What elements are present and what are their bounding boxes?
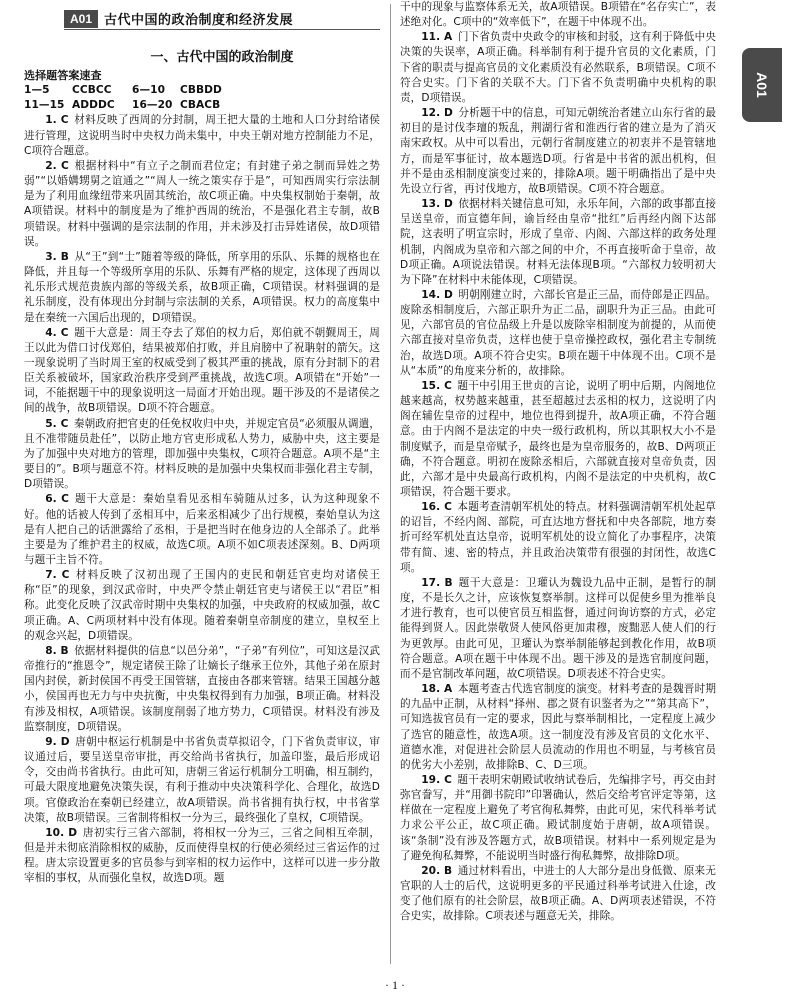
answer-explanation [400,500,716,576]
question-number-answer: 8. B [45,644,69,657]
answer-key-row [24,98,380,113]
explanation-text: 秦朝政府把官吏的任免权收归中央，并规定官员“必须服从调遣，且不准带随员赴任”，以防止地方官吏形成私人势力，威胁中央，这主要是为了加强中央对地方的管理，即加强中央集权，C项符合题意。A项不是“主要目的”。B项与题意不符。材料反映的是加强中央集权而非强化君主专制，D项错误。 [24,417,380,491]
answer-explanation [400,379,716,500]
question-number-answer: 17. B [421,576,453,589]
explanation-text: 唐初实行三省六部制，将相权一分为三，三省之间相互牵制，但是并未彻底消除相权的威胁，反而使得皇权的行使必须经过三省运作的过程。唐太宗设置更多的官员参与到宰相的权力运作中，这样可以进一步分散宰相的事权，从而强化皇权，故选D项。题 [24,826,380,885]
explanation-text: 本题考查古代选官制度的演变。材料考查的是魏晋时期的九品中正制，从材料“择州、郡之贤有识鉴者为之”“第其高下”，可知选拔官员有一定的要求，因此与察举制相比，一定程度上减少了选官的随意性，故选A项。这一制度没有涉及官员的文化水平、道德水准，对促进社会阶层人员流动的作用也不明显，与考核官员的优劣大小差别，故排除B、C、D三项。 [400,683,717,771]
answer-explanation [24,159,380,250]
explanation-text: 依据材料关键信息可知，永乐年间，六部的政事都直接呈送皇帝，而宣德年间，谕旨经由皇帝“批红”后再经内阁下达部院，这表明了明宣宗时，形成了皇帝、内阁、六部这样的政务处理机制，内阁成为皇帝和六部之间的中介，不再直接听命于皇帝，故D项正确。A项说法错误。材料无法体现B项。“六部权力较明初大为下降”在材料中未能体现，C项错误。 [400,198,716,286]
question-number-answer: 7. C [45,569,70,582]
explanation-text: 干中的现象与监察体系无关，故A项错误。B项错在“名存实亡”，表述绝对化。C项中的“效率低下”，在题干中体现不出。 [400,1,716,29]
answer-explanation [400,197,716,288]
question-number-answer: 2. C [45,159,69,172]
answer-explanation [24,326,380,417]
answer-explanation [24,492,380,568]
section-title: 一、古代中国的政治制度 [150,50,294,65]
side-tab [742,48,782,122]
answer-key-row [24,83,380,98]
answer-explanation [24,826,380,887]
explanation-text: 题干大意是：周王夺去了郑伯的权力后，郑伯就不朝觐周王，周王以此为借口讨伐郑伯，结果被郑伯打败，并且肩膀中了祝聃射的箭矢。这一现象说明了当时周王室的权威受到了极其严重的挑战，原有分封制下的君臣关系被破坏，国家政治秩序受到严重挑战，故选C项。A项错在“开始”一词，不能据题干中的现象说明这一局面才开始出现。题干涉及的不是诸侯之间的战争，故B项错误。D项不符合题意。 [24,326,380,415]
question-number-answer: 5. C [45,417,69,430]
unit-title: 古代中国的政治制度和经济发展 [104,13,294,28]
question-number-answer: 14. D [421,288,453,301]
explanation-text: 唐朝中枢运行机制是中书省负责草拟诏令，门下省负责审议，审议通过后，要呈送皇帝审批，再交给尚书省执行，加盖印鉴，最后形成诏令，交由尚书省执行。由此可知，唐朝三省运行机制分工明确，相互制约，可最大限度地避免决策失误，有利于推动中央决策科学化、合理化，故选D项。官僚政治在秦朝已经建立，故A项错误。尚书省拥有执行权，中书省掌决策，故B项错误。三省制将相权一分为三，最终强化了皇权，C项错误。 [24,735,380,824]
answer-letters: CBACB [180,99,221,112]
question-number-answer: 11. A [421,31,453,44]
answer-explanation [400,0,716,30]
answer-explanation [400,30,716,106]
answer-explanation [24,644,380,735]
question-number-answer: 3. B [45,250,69,263]
question-number-answer: 4. C [45,326,69,339]
explanation-text: 题干表明宋朝殿试收纳试卷后，先编排字号，再交由封弥官誊写，并“用御书院印”印署确认，然后交给考官评定等第，这样做在一定程度上避免了考官徇私舞弊，由此可见，宋代科举考试力求公平公正，故C项正确。殿试制度始于唐朝，故A项错误。该“条制”没有涉及答题方式，故B项错误。材料中一系列规定是为了避免徇私舞弊，不能说明当时盛行徇私舞弊，故排除D项。 [400,773,716,862]
explanation-text: 材料反映了西周的分封制，周王把大量的土地和人口分封给诸侯进行管理，这说明当时中央权力尚未集中，中央王朝对地方控制能力不足，C项符合题意。 [24,114,380,157]
answer-explanation [400,576,716,682]
question-number-answer: 15. C [421,379,452,392]
answer-explanation [400,106,716,197]
question-number-answer: 20. B [421,864,453,877]
explanation-text: 明朝刚建立时，六部长官是正三品，而侍郎是正四品。废除丞相制度后，六部正职升为正二品，副职升为正三品。由此可见，六部官员的官位品级上升是以废除宰相制度为前提的，从而使六部直接对皇帝负责，这样也使于皇帝操控政权，强化君主专制统治，故选D项。A项不符合史实。B项在题干中体现不出。C项不是从“本质”的角度来分析的，故排除。 [400,288,716,377]
question-number-answer: 9. D [45,735,70,748]
answer-key-title: 选择题答案速查 [24,69,102,82]
question-number-answer: 16. C [421,501,452,514]
explanation-text: 根据材料中“有立子之制而君位定；有封建子弟之制而异姓之势弱”“以婚媾甥舅之谊通之”“周人一统之策实存于是”，可知西周实行宗法制是为了利用血缘纽带来巩固其统治，故C项正确。中央集权制始于秦朝，故A项错误。材料中的制度是为了维护西周的统治，不是强化君主专制，故B项错误。材料中强调的是宗法制的作用，并未涉及打击异姓诸侯，故D项错误。 [24,159,380,248]
answer-range: 1—5 [24,84,50,97]
left-column [24,68,380,886]
right-column [400,0,716,925]
explanation-text: 题干大意是：秦始皇看见丞相车骑随从过多，认为这种现象不好。他的话被人传到了丞相耳中，后来丞相减少了出行规模，秦始皇认为这是有人把自己的话泄露给了丞相，于是把当时在他身边的人全部杀了。此举主要是为了维护君主的权威，故选C项。A项不如C项表述深刻。B、D两项与题干主旨不符。 [24,493,380,566]
explanation-text: 通过材料看出，中进士的人大部分是出身低微、原来无官职的人士的后代，这说明更多的平民通过科举考试进入仕途，改变了他们原有的社会阶层，故B项正确。A、D两项表述错误，不符合史实，故排除。C项表述与题意无关，排除。 [400,864,716,923]
question-number-answer: 1. C [45,114,69,127]
column-divider [390,4,391,964]
explanation-text: 分析题干中的信息，可知元朝统治者建立山东行省的最初目的是讨伐李璮的叛乱，荆湖行省和淮西行省的建立是为了消灭南宋政权。从中可以看出，元朝行省制度建立的初衷并不是管辖地方，而是军事征讨，故本题选D项。行省是中书省的派出机构，但并不是由丞相制度演变过来的，排除A项。题干明确指出了是中央先设立行省，再讨伐地方，故B项错误。C项不符合题意。 [400,107,716,195]
question-number-answer: 18. A [421,683,453,696]
question-number-answer: 13. D [421,198,453,211]
left-answer-list [24,113,380,886]
explanation-text: 题干中引用王世贞的言论，说明了明中后期，内阁地位越来越高，权势越来越重，甚至超越过去丞相的权力，这说明了内阁在辅佐皇帝的过程中，地位也得到提升，故A项正确，不符合题意。由于内阁不是法定的中央一级行政机构，所以其职权大小不是制度赋予，而是皇帝赋予，最终也是为皇帝服务的，故B、D两项正确，不符合题意。明初在废除丞相后，六部就直接对皇帝负责，因此，六部才是中央最高行政机构，内阁不是法定的中央机构，故C项错误，符合题干要求。 [400,379,716,498]
explanation-text: 本题考查清朝军机处的特点。材料强调清朝军机处起草的诏旨，不经内阁、部院，可直达地方督抚和中央各部院，地方奏折可经军机处直达皇帝，说明军机处的设立简化了办事程序，决策带有简、速、密的特点，并且政治决策带有很强的封闭性，故选C项。 [400,501,716,574]
answer-explanation [24,113,380,158]
page-number: · 1 · [385,978,405,992]
answer-letters: CBBDD [180,84,222,97]
question-number-answer: 10. D [45,826,78,839]
answer-explanation [24,417,380,493]
explanation-text: 依据材料提供的信息“以邑分弟”，“子弟”有列位”，可知这是汉武帝推行的“推恩令”，规定诸侯王除了让嫡长子继承王位外，其他子弟在原封国内封侯，新封侯国不再受王国管辖，直接由各郡来管辖。结果王国越分越小，侯国再也无力与中央抗衡，中央集权得到有力加强，B项正确。材料没有涉及相权，A项错误。该制度削弱了地方势力，C项错误。材料没有涉及监察制度，D项错误。 [24,644,380,733]
answer-explanation [400,288,716,379]
answer-explanation [400,773,716,864]
right-answer-list [400,0,716,925]
answer-explanation [400,864,716,925]
question-number-answer: 19. C [421,773,452,786]
explanation-text: 门下省负责中央政令的审核和封驳，这有利于降低中央决策的失误率，A项正确。科举制有利于提升官员的文化素质，门下省的职责与提高官员的文化素质没有必然联系，B项错误。C项不符合史实。门下省的关联不大。门下省不负责明确中央机构的职责，D项错误。 [400,31,717,104]
answer-explanation [24,568,380,644]
unit-header [64,8,380,30]
answer-range: 16—20 [132,99,173,112]
question-number-answer: 6. C [45,493,70,506]
answer-explanation [24,250,380,326]
unit-code-badge: A01 [64,10,98,28]
answer-letters: CCBCC [72,84,112,97]
answer-explanation [400,682,716,773]
explanation-text: 材料反映了汉初出现了王国内的吏民和朝廷官吏均对诸侯王称“臣”的现象，到汉武帝时，中央严令禁止朝廷官吏与诸侯王以“君臣”相称。此变化反映了汉武帝时期中央集权的加强，中央政府的权威加强，故C项正确。A、C两项材料中没有体现。随着秦朝皇帝制度的建立，皇权至上的观念兴起，D项错误。 [24,569,380,642]
explanation-text: 题干大意是：卫瓘认为魏设九品中正制，是暂行的制度，不是长久之计，应该恢复察举制。这样可以促使乡里为推举良才进行教育，也可以使官员互相监督，通过问询访察的方式，必定能得到贤人。因此崇敬贤人使风俗更加肃穆，废黜恶人使人们的行为更敦厚。由此可见，卫瓘认为察举制能够起到教化作用，故B项符合题意。A项在题干中体现不出。题干涉及的是选官制度问题，而不是官制改革问题，故C项错误。D项表述不符合史实。 [400,576,716,680]
question-number-answer: 12. D [421,107,453,120]
side-tab-label: A01 [754,72,770,98]
answer-range: 6—10 [132,84,166,97]
explanation-text: 从“王”到“士”随着等级的降低，所享用的乐队、乐舞的规格也在降低，并且每一个等级所享用的乐队、乐舞有严格的规定，这体现了西周以礼乐形式规范贵族内部的等级关系，故B项正确，C项错误。材料强调的是礼乐制度，没有体现出分封制与宗法制的关系，A项错误。权力的高度集中是在秦统一六国后出现的，D项错误。 [24,250,380,324]
answer-range: 11—15 [24,99,65,112]
answer-explanation [24,735,380,826]
answer-letters: ADDDC [72,99,115,112]
